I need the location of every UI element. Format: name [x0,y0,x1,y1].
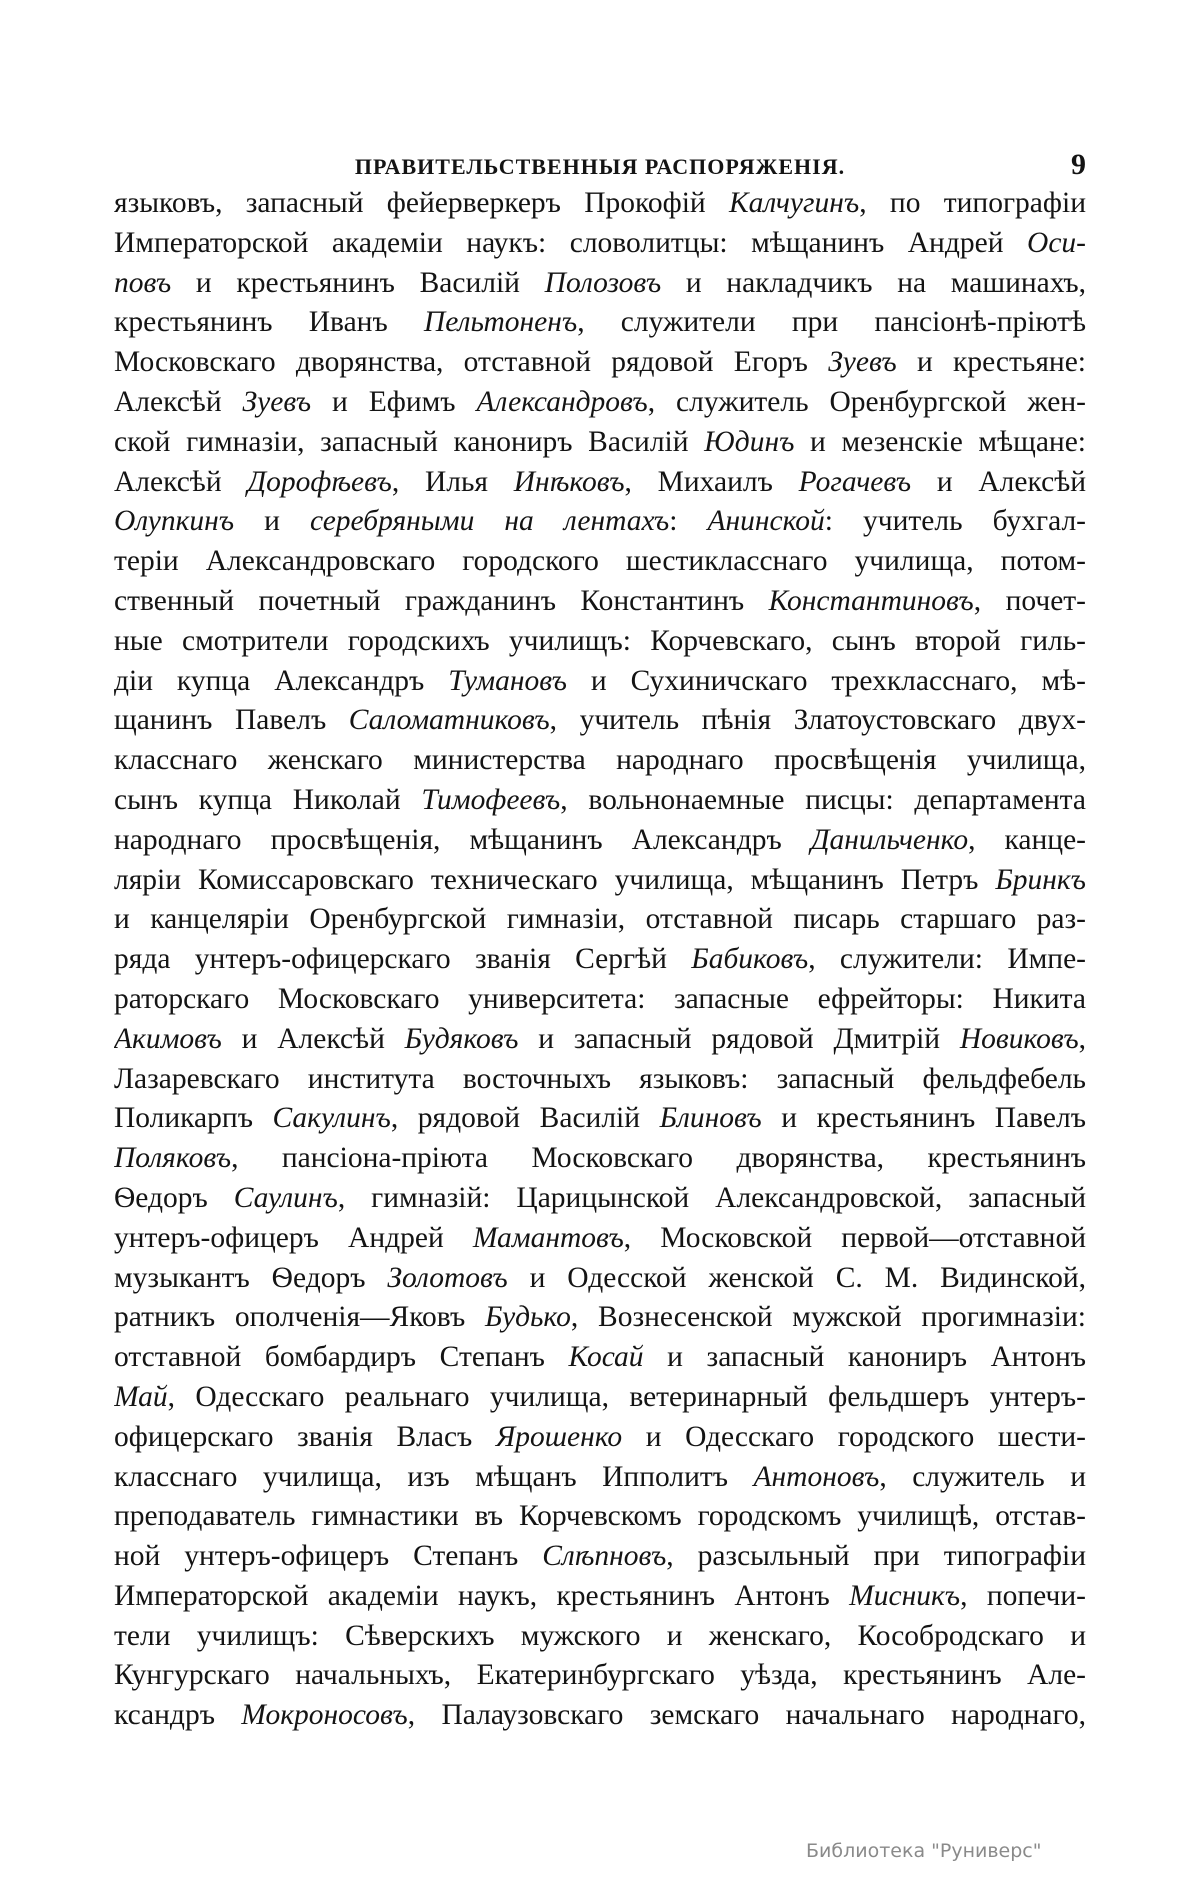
text-run: ксандръ [114,1699,242,1732]
italic-name: Зуевъ [242,385,312,418]
text-run: Лазаревскаго института восточныхъ языковъ: запасный фельдфебель [114,1062,1086,1095]
italic-name: Бабиковъ [691,943,809,976]
italic-name: Бринкъ [995,863,1086,896]
text-run: діи купца Александръ [114,664,449,697]
text-run: крестьянинъ Иванъ [114,306,424,339]
italic-name: Константиновъ [768,584,974,617]
text-line [114,224,1086,264]
text-line [114,821,1086,861]
text-run: музыкантъ Ѳедоръ [114,1261,388,1294]
italic-name: Мамантовъ [472,1221,624,1254]
text-line [114,1497,1086,1537]
text-line [114,1179,1086,1219]
text-line [114,383,1086,423]
text-run: сынъ купца Николай [114,783,422,816]
text-line [114,1338,1086,1378]
text-run: и мезенскіе мѣщане: [794,425,1086,458]
italic-name: Анинской [707,505,825,538]
italic-name: Рогачевъ [798,465,912,498]
italic-name: Поляковъ [114,1142,232,1175]
text-run: , по типографіи [859,187,1086,219]
text-run: и крестьянинъ Василій [171,266,545,299]
page-number: 9 [1071,148,1086,181]
text-run: Алексѣй [114,385,243,418]
text-line [114,184,1086,224]
text-run: щанинъ Павелъ [114,704,349,737]
text-run: преподаватель гимнастики въ Корчевскомъ городскомъ училищѣ, отстав- [114,1500,1086,1533]
text-run: теріи Александровскаго городского шестикласснаго училища, потом- [114,545,1086,578]
text-line [114,463,1086,503]
text-run: и канцеляріи Оренбургской гимназіи, отставной писарь старшаго раз- [114,903,1086,936]
text-line [114,1537,1086,1577]
text-line [114,1378,1086,1418]
italic-name: Блиновъ [659,1102,762,1135]
text-run: и Алексѣй [221,1022,405,1055]
text-run: ные смотрители городскихъ училищъ: Корчевскаго, сынъ второй гиль- [114,624,1086,657]
italic-name: Ярошенко [495,1420,623,1453]
text-line [114,741,1086,781]
text-run: , Палаузовскаго земскаго начальнаго народнаго, [407,1699,1086,1732]
text-run: и запасный рядовой Дмитрій [518,1022,960,1055]
text-line [114,1656,1086,1696]
text-run: и Одесской женской С. М. Видинской, [507,1261,1086,1294]
text-run: офицерскаго званія Власъ [114,1420,496,1453]
text-line [114,1696,1086,1736]
italic-name: Май [114,1380,168,1413]
italic-name: Мисникъ [849,1579,961,1612]
text-line [114,1617,1086,1657]
text-run: , почет- [973,584,1086,617]
italic-name: Антоновъ [753,1460,880,1493]
text-run: класснаго училища, изъ мѣщанъ Ипполитъ [114,1460,754,1493]
italic-name: Мокроносовъ [241,1699,408,1732]
text-line [114,940,1086,980]
text-run: , служители при пансіонѣ-пріютѣ [577,306,1086,339]
italic-name: Сакулинъ [272,1102,391,1135]
text-line [114,1219,1086,1259]
italic-name: Олупкинъ [114,505,235,538]
text-line [114,701,1086,741]
italic-name: Будяковъ [404,1022,519,1055]
text-run: ственный почетный гражданинъ Константинъ [114,584,769,617]
text-run: Московскаго дворянства, отставной рядовой Егоръ [114,346,829,379]
italic-name: Оси- [1027,226,1086,259]
text-run: ратникъ ополченія—Яковъ [114,1301,486,1334]
text-run: отставной бомбардиръ Степанъ [114,1341,569,1374]
text-line [114,781,1086,821]
text-run: языковъ, запасный фейерверкеръ Прокофій [114,187,730,219]
text-line [114,582,1086,622]
italic-name: Акимовъ [114,1022,222,1055]
text-line [114,542,1086,582]
italic-name: Новиковъ [959,1022,1079,1055]
text-run: , гимназій: Царицынской Александровской, запасный [337,1181,1086,1214]
text-line [114,662,1086,702]
text-line [114,1099,1086,1139]
text-run: Кунгурскаго начальныхъ, Екатеринбургскаго уѣзда, крестьянинъ Але- [114,1659,1086,1692]
text-run: , служитель Оренбургской жен- [647,385,1086,418]
text-run: и крестьянинъ Павелъ [761,1102,1086,1135]
italic-name: Косай [568,1341,644,1374]
italic-name: Саломатниковъ [348,704,550,737]
text-line [114,1060,1086,1100]
text-line [114,502,1086,542]
text-line [114,1259,1086,1299]
running-title: ПРАВИТЕЛЬСТВЕННЫЯ РАСПОРЯЖЕНІЯ. [354,154,846,179]
text-run: унтеръ-офицеръ Андрей [114,1221,473,1254]
text-run: : [669,505,708,538]
text-run: и крестьяне: [896,346,1086,379]
text-run: и Ефимъ [311,385,477,418]
page-header [114,148,1086,184]
text-run: , Одесскаго реальнаго училища, ветеринарный фельдшеръ унтеръ- [167,1380,1086,1413]
italic-name: Саулинъ [233,1181,338,1214]
text-run: , разсыльный при типографіи [666,1540,1086,1573]
italic-name: Тумановъ [448,664,567,697]
text-run: , пансіона-пріюта Московскаго дворянства, крестьянинъ [231,1142,1086,1175]
italic-name: Золотовъ [387,1261,508,1294]
text-run: тели училищъ: Сѣверскихъ мужского и женскаго, Кособродскаго и [114,1619,1086,1652]
text-run: , вольнонаемные писцы: департамента [560,783,1086,816]
italic-name: Дорофѣевъ [247,465,392,498]
italic-name: Пельтоненъ [423,306,578,339]
text-run: раторскаго Московскаго университета: запасные ефрейторы: Никита [114,982,1086,1015]
italic-name: Юдинъ [704,425,795,458]
text-line [114,264,1086,304]
text-run: и [234,505,310,538]
text-line [114,1298,1086,1338]
text-line [114,900,1086,940]
italic-name: Будько [485,1301,571,1334]
text-run: Алексѣй [114,465,248,498]
text-run: и Одесскаго городского шести- [622,1420,1086,1453]
text-line [114,861,1086,901]
text-run: народнаго просвѣщенія, мѣщанинъ Александръ [114,823,811,856]
text-run: , Вознесенской мужской прогимназіи: [570,1301,1086,1334]
text-run: ляріи Комиссаровскаго техническаго училища, мѣщанинъ Петръ [114,863,996,896]
text-line [114,303,1086,343]
text-line [114,1458,1086,1498]
italic-name: Тимофеевъ [421,783,561,816]
text-line [114,343,1086,383]
text-run: , канце- [968,823,1086,856]
text-run: Императорской академіи наукъ, крестьянинъ Антонъ [114,1579,850,1612]
text-run: ской гимназіи, запасный канониръ Василій [114,425,705,458]
text-line [114,1139,1086,1179]
italic-name: Александровъ [476,385,648,418]
text-run: ряда унтеръ-офицерскаго званія Сергѣй [114,943,692,976]
text-run: , Илья [391,465,514,498]
text-run: и Сухиничскаго трехкласснаго, мѣ- [566,664,1086,697]
text-line [114,1020,1086,1060]
text-run: ной унтеръ-офицеръ Степанъ [114,1540,543,1573]
text-run: , рядовой Василій [390,1102,660,1135]
italic-name: Слѣпновъ [542,1540,667,1573]
body-text [114,184,1086,1736]
italic-name: Полозовъ [544,266,662,299]
text-run: Императорской академіи наукъ: словолитцы: мѣщанинъ Андрей [114,226,1028,259]
text-run: и запасный канониръ Антонъ [643,1341,1086,1374]
text-run: , служители: Импе- [808,943,1086,976]
text-line [114,423,1086,463]
text-line [114,622,1086,662]
text-run: , Михаилъ [624,465,799,498]
text-run: , попечи- [960,1579,1086,1612]
library-watermark: Библиотека "Руниверс" [806,1840,1042,1862]
italic-name: Зуевъ [828,346,897,379]
text-run: : учитель бухгал- [824,505,1086,538]
text-run: , учитель пѣнія Златоустовскаго двух- [549,704,1086,737]
text-line [114,980,1086,1020]
italic-name: Калчугинъ [729,187,860,219]
text-run: Поликарпъ [114,1102,273,1135]
text-run: Ѳедоръ [114,1181,234,1214]
italic-name: Инѣковъ [513,465,625,498]
italic-name: повъ [114,266,172,299]
text-run: и Алексѣй [911,465,1086,498]
text-line [114,1577,1086,1617]
text-run: , [1078,1022,1086,1055]
text-run: , Московской первой—отставной [623,1221,1086,1254]
text-run: класснаго женскаго министерства народнаго просвѣщенія училища, [114,744,1086,777]
text-line [114,1418,1086,1458]
italic-name: серебряными на лентахъ [310,505,670,538]
text-run: и накладчикъ на машинахъ, [661,266,1086,299]
text-run: , служитель и [879,1460,1086,1493]
italic-name: Данильченко [810,823,969,856]
